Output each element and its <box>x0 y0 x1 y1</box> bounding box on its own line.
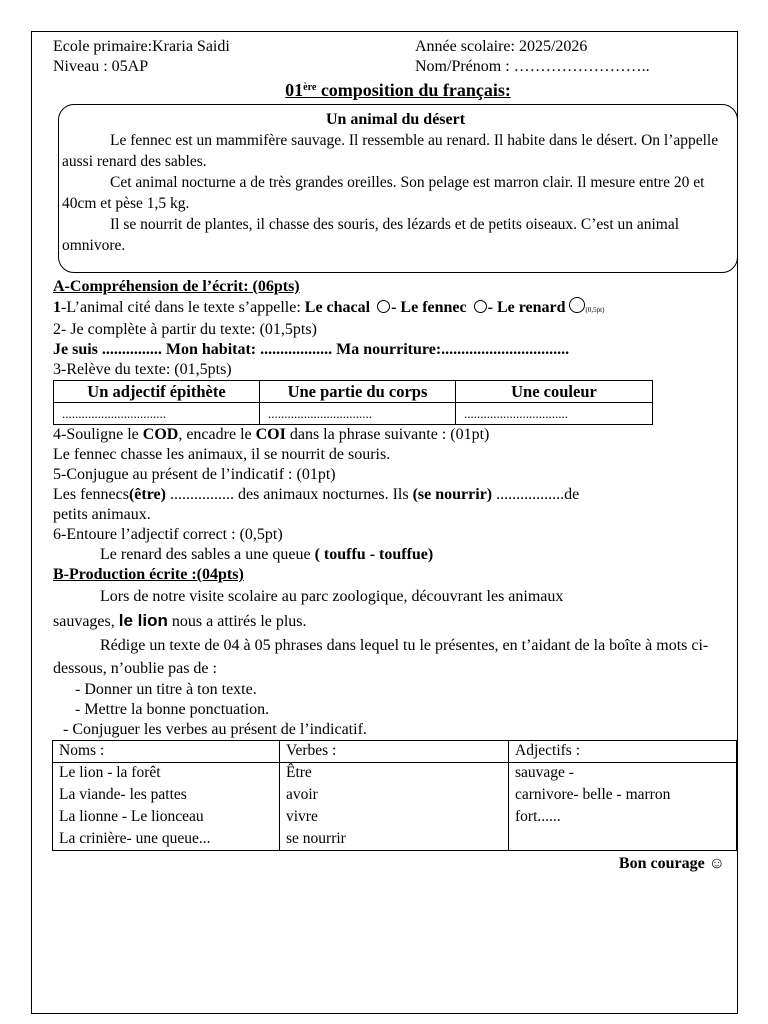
question-1: 1-L’animal cité dans le texte s’appelle: Le chacal - Le fennec - Le renard (0,5pt) <box>53 299 605 316</box>
production-instruction: Rédige un texte de 04 à 05 phrases dans lequel tu le présentes, en t’aidant de la boîte à mots ci-dessous, n’oublie pas de : <box>53 637 709 677</box>
word-cell: Le lion - la forêt <box>53 763 280 785</box>
option-renard-label: Le renard <box>496 299 566 316</box>
checklist-item-1: - Donner un titre à ton texte. <box>75 681 257 698</box>
student-name-field: Nom/Prénom : …………………….. <box>415 58 650 75</box>
reading-paragraph-3: Il se nourrit de plantes, il chasse des souris, des lézards et de petits oiseaux. C’est un animal omnivore. <box>62 216 680 254</box>
option-chacal-label: Le chacal <box>304 299 371 316</box>
word-box-table <box>52 740 737 851</box>
page-title: 01ère composition du français: <box>285 80 511 100</box>
reading-paragraph-2: Cet animal nocturne a de très grandes oreilles. Son pelage est marron clair. Il mesure entre 20 et 40cm et pèse 1,5 kg. <box>62 174 705 212</box>
word-header-nouns: Noms : <box>53 741 280 763</box>
reading-title: Un animal du désert <box>325 111 466 128</box>
section-b-title: B-Production écrite :(04pts) <box>53 566 244 583</box>
word-header-adjectives: Adjectifs : <box>509 741 737 763</box>
word-cell: se nourrir <box>280 829 509 851</box>
word-cell: vivre <box>280 807 509 829</box>
word-cell <box>509 829 737 851</box>
header-body-part: Une partie du corps <box>260 381 456 403</box>
word-cell: avoir <box>280 785 509 807</box>
option-chacal-radio[interactable] <box>377 300 390 313</box>
question-6-sentence: Le renard des sables a une queue ( touffu - touffue) <box>100 546 434 563</box>
production-intro: Lors de notre visite scolaire au parc zoologique, découvrant les animaux <box>100 588 564 605</box>
closing-message: Bon courage ☺ <box>618 855 725 872</box>
word-header-verbs: Verbes : <box>280 741 509 763</box>
exam-sheet <box>53 37 743 874</box>
checklist-item-3: - Conjuguer les verbes au présent de l’indicatif. <box>63 721 367 738</box>
word-cell: Être <box>280 763 509 785</box>
word-cell: La crinière- une queue... <box>53 829 280 851</box>
word-cell: La viande- les pattes <box>53 785 280 807</box>
question-4: 4-Souligne le COD, encadre le COI dans la phrase suivante : (01pt) <box>53 426 490 443</box>
header-adjective: Un adjectif épithète <box>54 381 260 403</box>
adjective-choices[interactable]: ( touffu - touffue) <box>314 546 434 563</box>
option-fennec-label: Le fennec <box>400 299 467 316</box>
question-5: 5-Conjugue au présent de l’indicatif : (01pt) <box>53 466 336 483</box>
school-name: Ecole primaire:Kraria Saidi <box>53 38 230 55</box>
option-renard-radio[interactable] <box>569 297 585 313</box>
header-row-2 <box>53 57 743 77</box>
question-3: 3-Relève du texte: (01,5pts) <box>53 361 232 378</box>
word-cell: fort...... <box>509 807 737 829</box>
reading-text-box <box>58 104 738 273</box>
header-row-1 <box>53 37 743 57</box>
section-a-title: A-Compréhension de l’écrit: (06pts) <box>53 278 300 295</box>
question-3-table <box>53 380 653 425</box>
word-cell: sauvage - <box>509 763 737 785</box>
lion-highlight: le lion <box>118 611 168 630</box>
question-4-sentence: Le fennec chasse les animaux, il se nourrit de souris. <box>53 446 391 463</box>
question-2-answer-line[interactable]: Je suis ............... Mon habitat: .................. Ma nourriture:................................ <box>53 341 570 358</box>
class-level: Niveau : 05AP <box>53 58 149 75</box>
answer-color[interactable]: ................................ <box>456 403 653 425</box>
question-1-points: (0,5pt) <box>585 306 605 314</box>
production-intro-2: sauvages, le lion nous a attirés le plus. <box>53 611 307 630</box>
reading-paragraph-1: Le fennec est un mammifère sauvage. Il ressemble au renard. Il habite dans le désert. On l’appelle aussi renard des sables. <box>62 132 719 170</box>
word-cell: La lionne - Le lionceau <box>53 807 280 829</box>
checklist-item-2: - Mettre la bonne ponctuation. <box>75 701 270 718</box>
option-fennec-radio[interactable] <box>474 300 487 313</box>
answer-adjective[interactable]: ................................ <box>54 403 260 425</box>
question-5-exercise-end: petits animaux. <box>53 506 151 523</box>
school-year: Année scolaire: 2025/2026 <box>415 38 588 55</box>
question-2: 2- Je complète à partir du texte: (01,5pts) <box>53 321 317 338</box>
header-color: Une couleur <box>456 381 653 403</box>
question-6: 6-Entoure l’adjectif correct : (0,5pt) <box>53 526 283 543</box>
question-5-exercise: Les fennecs(être) ................ des animaux nocturnes. Ils (se nourrir) .................de <box>53 486 580 503</box>
word-cell: carnivore- belle - marron <box>509 785 737 807</box>
answer-body-part[interactable]: ................................ <box>260 403 456 425</box>
